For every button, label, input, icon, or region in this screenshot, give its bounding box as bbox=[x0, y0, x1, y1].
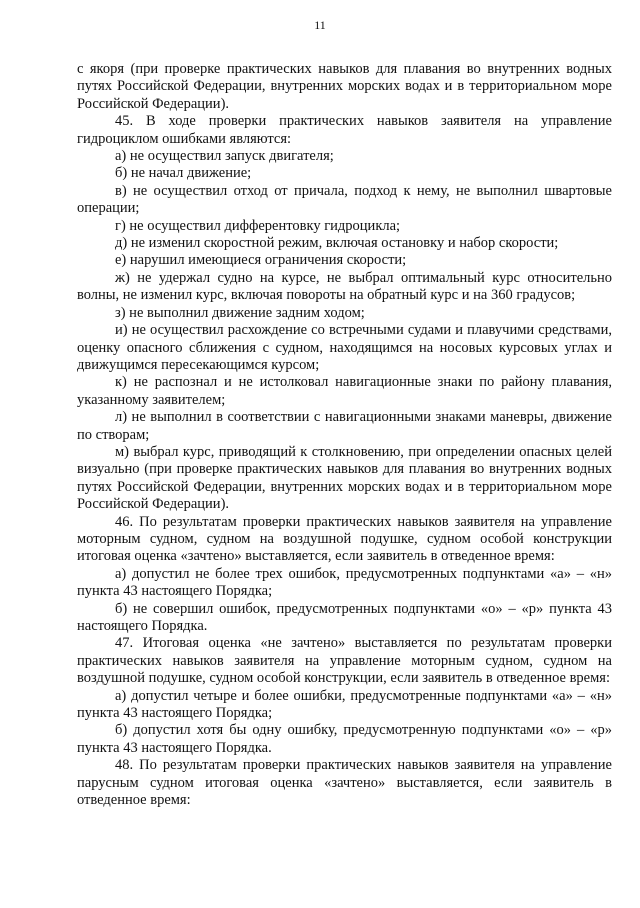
paragraph-item-48: 48. По результатам проверки практических навыков заявителя на управление парусным судном итоговая оценка «зачтено» выставляется, если заявитель в отведенное время: bbox=[77, 757, 612, 809]
list-item-45d: д) не изменил скоростной режим, включая остановку и набор скорости; bbox=[115, 235, 559, 252]
paragraph-item-47: 47. Итоговая оценка «не зачтено» выставляется по результатам проверки практических навыков заявителя на управление моторным судном, судном на воздушной подушке, судном особой конструкции, если заявитель в отведенное время: bbox=[77, 635, 612, 687]
list-item-45e: е) нарушил имеющиеся ограничения скорости; bbox=[115, 252, 407, 269]
list-item-45g: г) не осуществил дифферентовку гидроцикла; bbox=[115, 217, 401, 234]
list-item-46b: б) не совершил ошибок, предусмотренных подпунктами «о» – «р» пункта 43 настоящего Порядка. bbox=[77, 600, 612, 634]
list-item-45z: з) не выполнил движение задним ходом; bbox=[115, 304, 365, 321]
list-item-45zh: ж) не удержал судно на курсе, не выбрал оптимальный курс относительно волны, не изменил курс, включая повороты на обратный курс и на 360 градусов; bbox=[77, 269, 612, 304]
list-item-45i: и) не осуществил расхождение со встречными судами и плавучими средствами, оценку опасного сближения с судном, находящимся на носовых курсовых углах и движущимся пересекающимся курсом; bbox=[77, 322, 612, 373]
paragraph-item-46: 46. По результатам проверки практических навыков заявителя на управление моторным судном, судном на воздушной подушке, судном особой конструкции итоговая оценка «зачтено» выставляется, если заявитель в отведенное время: bbox=[77, 513, 612, 565]
page-number: 11 bbox=[314, 18, 326, 32]
list-item-45v: в) не осуществил отход от причала, подход к нему, не выполнил швартовые операции; bbox=[77, 182, 612, 217]
paragraph-item-45: 45. В ходе проверки практических навыков заявителя на управление гидроциклом ошибками являются: bbox=[77, 113, 612, 147]
list-item-46a: а) допустил не более трех ошибок, предусмотренных подпунктами «а» – «н» пункта 43 настоящего Порядка; bbox=[77, 565, 612, 600]
list-item-45l: л) не выполнил в соответствии с навигационными знаками маневры, движение по створам; bbox=[77, 409, 612, 443]
list-item-45k: к) не распознал и не истолковал навигационные знаки по району плавания, указанному заявителем; bbox=[77, 374, 612, 408]
list-item-45m: м) выбрал курс, приводящий к столкновению, при определении опасных целей визуально (при проверке практических навыков для плавания во внутренних водных путях Российской Федерации, внутренних морских водах и в территориальном море Российской Федерации). bbox=[77, 443, 612, 513]
document-body bbox=[77, 61, 612, 809]
list-item-47b: б) допустил хотя бы одну ошибку, предусмотренную подпунктами «о» – «р» пункта 43 настоящего Порядка. bbox=[77, 722, 612, 756]
list-item-45a: а) не осуществил запуск двигателя; bbox=[115, 148, 334, 165]
paragraph-continuation-anchor: с якоря (при проверке практических навыков для плавания во внутренних водных путях Российской Федерации, внутренних морских водах и в территориальном море Российской Федерации). bbox=[77, 61, 612, 112]
list-item-47a: а) допустил четыре и более ошибки, предусмотренные подпунктами «а» – «н» пункта 43 настоящего Порядка; bbox=[77, 687, 612, 722]
list-item-45b: б) не начал движение; bbox=[115, 165, 252, 182]
